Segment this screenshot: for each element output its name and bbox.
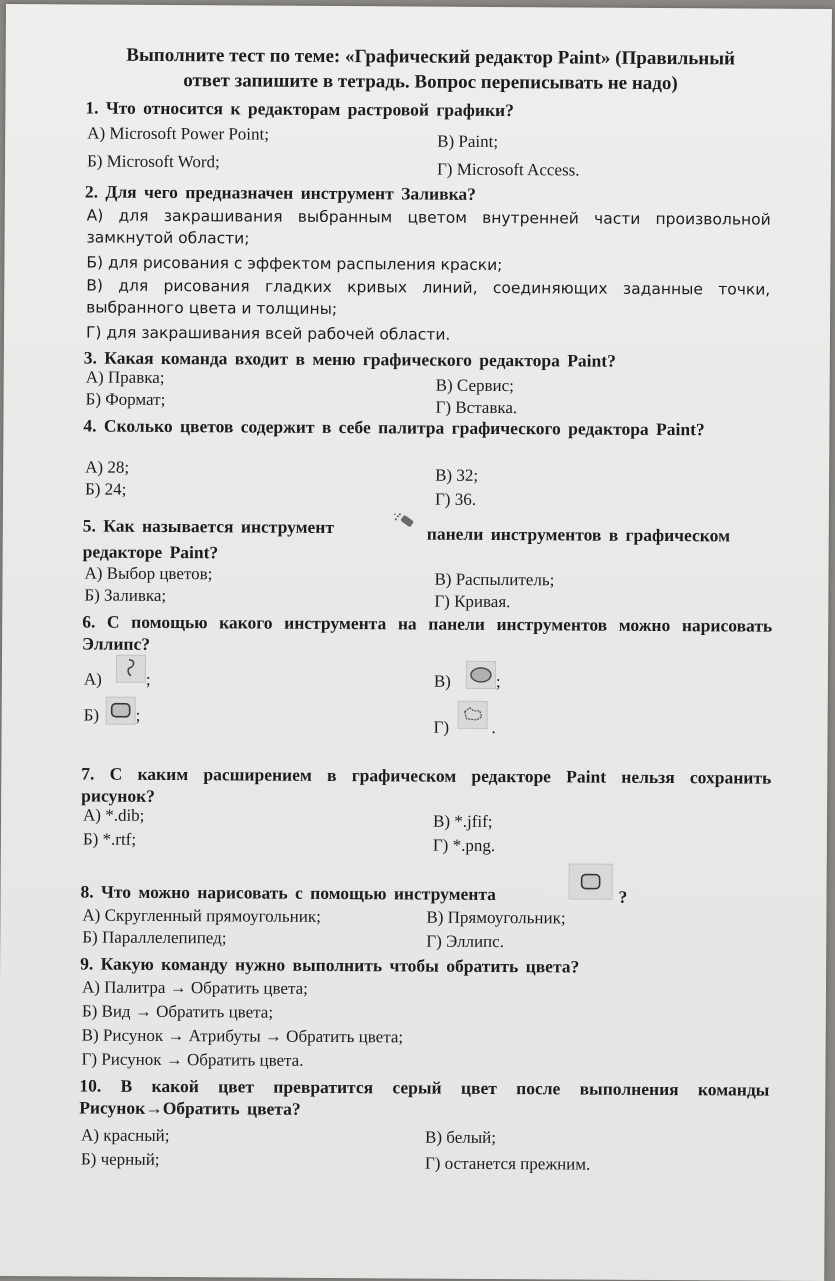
- option-a: А) Microsoft Power Point;: [87, 123, 270, 144]
- option-g: Г) *.png.: [432, 835, 496, 856]
- option-v: В): [433, 671, 451, 691]
- question-7: 7. С каким расширением в графическом редакторе Paint нельзя сохранить рисунок?: [81, 763, 772, 806]
- option-a: А) Выбор цветов;: [84, 563, 213, 584]
- question-4: 4. Сколько цветов содержит в себе палитра графического редактора Paint?: [83, 415, 705, 440]
- answer-row: [82, 584, 762, 610]
- answer-row: [80, 1000, 760, 1026]
- answer-row: [81, 804, 761, 830]
- rounded-rectangle-tool-icon: [106, 697, 136, 725]
- question-10: 10. В какой цвет превратится серый цвет после выполнения команды Рисунок→Обратить цвета?: [79, 1075, 770, 1119]
- spray-tool-icon: [391, 511, 419, 535]
- option-g: Г) Кривая.: [434, 591, 511, 612]
- answer-row: [79, 1148, 759, 1174]
- page-title: [65, 42, 795, 96]
- option-g: Г) Эллипс.: [426, 931, 505, 952]
- option-g: Г) для закрашивания всей рабочей области.: [85, 323, 451, 344]
- option-v-semicolon: ;: [495, 672, 501, 692]
- question-8-mark: ?: [618, 886, 628, 907]
- option-g: Г) Вставка.: [435, 397, 518, 418]
- option-g: Г) Microsoft Access.: [436, 159, 580, 180]
- option-b: Б) Вид → Обратить цвета;: [81, 1001, 274, 1022]
- answer-row: [80, 976, 760, 1002]
- title-line-1: Выполните тест по теме: «Графический редактор Paint» (Правильный: [126, 44, 736, 70]
- option-a: А) для закрашивания выбранным цветом внутренней части произвольной замкнутой области;: [86, 206, 771, 248]
- answer-row: [84, 388, 764, 418]
- option-a: А) красный;: [81, 1125, 170, 1146]
- option-b: Б) для рисования с эффектом распыления краски;: [86, 253, 503, 275]
- option-b: Б) Заливка;: [84, 585, 167, 605]
- answer-row: [82, 704, 762, 738]
- answer-row: [83, 478, 763, 509]
- answer-row: [79, 1124, 759, 1150]
- option-a: А) 28;: [85, 457, 130, 477]
- option-g: Г) 36.: [434, 489, 477, 509]
- question-2: 2. Для чего предназначен инструмент Заливка?: [84, 181, 477, 204]
- option-b: Б) 24;: [84, 479, 127, 499]
- option-g-period: .: [491, 717, 496, 738]
- option-v: В) *.jfif;: [432, 811, 493, 831]
- option-v: В) для рисования гладких кривых линий, соединяющих заданные точки, выбранного цвета и толщины;: [86, 276, 771, 319]
- polygon-tool-icon: [458, 701, 488, 729]
- option-a: А): [83, 669, 102, 689]
- question-1: 1. Что относится к редакторам растровой графики?: [85, 97, 514, 121]
- option-g: Г) Рисунок → Обратить цвета.: [81, 1049, 304, 1070]
- question-9: 9. Какую команду нужно выполнить чтобы обратить цвета?: [80, 953, 580, 977]
- option-b: Б) *.rtf;: [82, 829, 137, 849]
- option-a: А) Правка;: [85, 367, 165, 387]
- question-3: 3. Какая команда входит в меню графического редактора Paint?: [83, 347, 616, 371]
- question-5-line-2: редакторе Paint?: [82, 541, 219, 563]
- option-v: В) 32;: [435, 465, 479, 485]
- option-b: Б) Формат;: [85, 389, 166, 409]
- question-6: 6. С помощью какого инструмента на панели инструментов можно нарисовать Эллипс?: [82, 611, 773, 654]
- option-a-semicolon: ;: [145, 669, 151, 689]
- option-v: В) Сервис;: [435, 375, 514, 396]
- option-a: А) Палитра → Обратить цвета;: [81, 977, 308, 998]
- option-g: Г) останется прежним.: [424, 1153, 591, 1174]
- question-5-continued: панели инструментов в графическом: [426, 523, 731, 546]
- option-v: В) белый;: [425, 1127, 497, 1148]
- option-b-semicolon: ;: [135, 705, 141, 725]
- answer-row: [85, 150, 765, 180]
- question-5: 5. Как называется инструмент: [82, 515, 335, 538]
- ellipse-tool-icon: [466, 661, 496, 689]
- option-v: В) Рисунок → Атрибуты → Обратить цвета;: [81, 1025, 404, 1047]
- answer-row: [82, 668, 762, 702]
- answer-row: [81, 828, 761, 854]
- answer-row: [80, 926, 760, 952]
- answer-row: [79, 1048, 759, 1074]
- question-8: 8. Что можно нарисовать с помощью инструмента: [80, 881, 497, 905]
- rounded-rectangle-tool-icon: [569, 863, 613, 899]
- title-line-2: ответ запишите в тетрадь. Вопрос переписывать не надо): [183, 70, 678, 95]
- option-a: А) *.dib;: [82, 805, 145, 825]
- worksheet-page: [0, 4, 832, 1281]
- curve-tool-icon: [116, 655, 146, 683]
- option-b: Б) черный;: [80, 1149, 160, 1169]
- option-b: Б) Параллелепипед;: [82, 927, 227, 948]
- option-v: В) Прямоугольник;: [426, 907, 566, 928]
- option-b: Б) Microsoft Word;: [86, 151, 220, 172]
- option-b: Б): [83, 705, 100, 725]
- answer-row: [80, 1024, 760, 1050]
- option-g: Г): [433, 717, 450, 737]
- option-v: В) Распылитель;: [434, 569, 555, 590]
- answer-row: [85, 122, 765, 152]
- option-v: В) Paint;: [437, 131, 499, 152]
- option-a: А) Скругленный прямоугольник;: [82, 905, 321, 926]
